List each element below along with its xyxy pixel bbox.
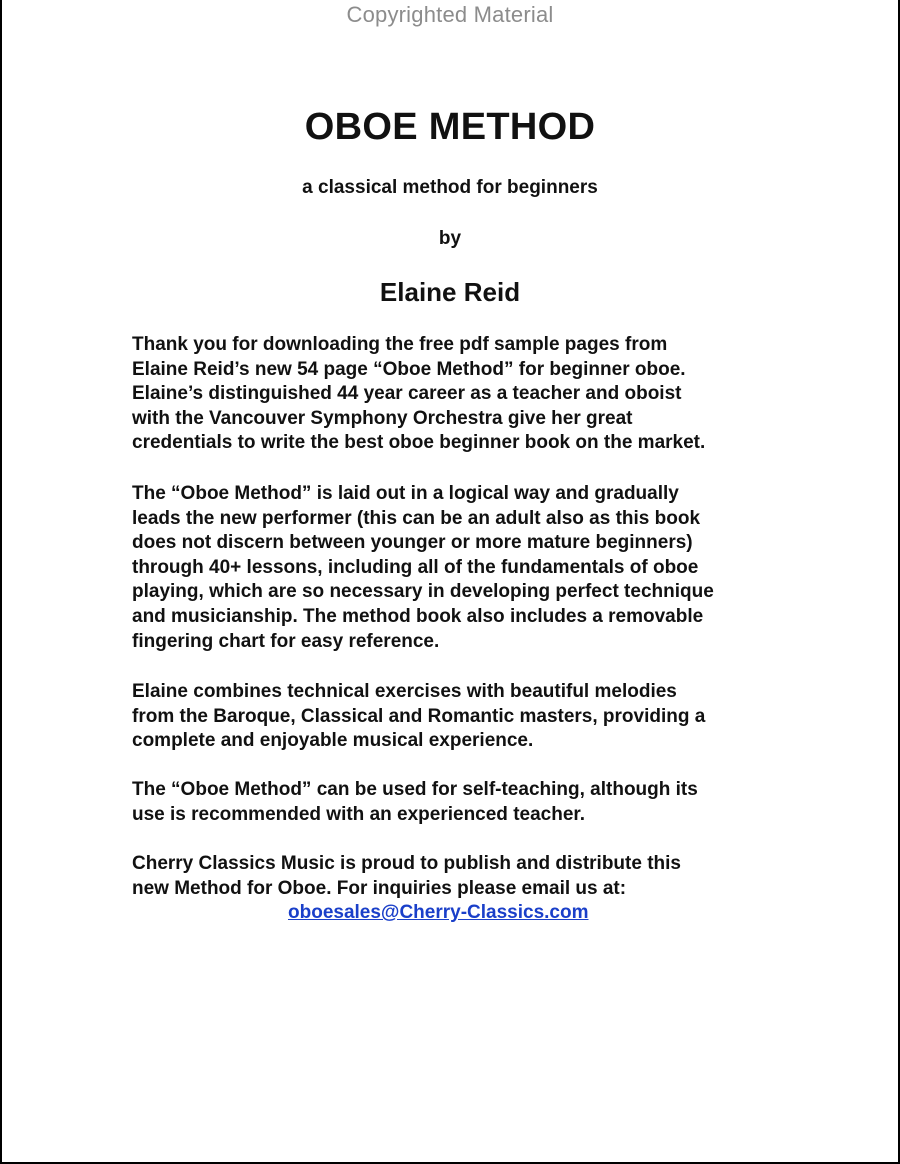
paragraph-publisher	[132, 852, 772, 926]
by-label: by	[438, 228, 462, 249]
text-line: playing, which are so necessary in developing perfect technique	[132, 581, 714, 603]
text-line: leads the new performer (this can be an adult also as this book	[132, 507, 701, 529]
text-line: from the Baroque, Classical and Romantic masters, providing a	[132, 705, 706, 727]
text-line: new Method for Oboe. For inquiries please email us at:	[132, 877, 627, 899]
text-line: and musicianship. The method book also includes a removable	[132, 605, 704, 627]
text-line: complete and enjoyable musical experience.	[132, 730, 534, 752]
copyright-watermark: Copyrighted Material	[346, 2, 554, 27]
text-line: does not discern between younger or more mature beginners)	[132, 532, 693, 554]
text-line: with the Vancouver Symphony Orchestra give her great	[132, 407, 633, 429]
text-line: Elaine Reid’s new 54 page “Oboe Method” for beginner oboe.	[132, 358, 686, 380]
text-line: The “Oboe Method” can be used for self-teaching, although its	[132, 779, 698, 800]
text-line: Cherry Classics Music is proud to publish and distribute this	[132, 853, 681, 874]
text-line: The “Oboe Method” is laid out in a logical way and gradually	[132, 483, 679, 504]
paragraph-intro	[132, 333, 772, 456]
email-link[interactable]: oboesales@Cherry-Classics.com	[288, 902, 589, 924]
paragraph-method-layout	[132, 482, 772, 654]
document-title: OBOE METHOD	[304, 106, 596, 148]
text-line: through 40+ lessons, including all of the fundamentals of oboe	[132, 556, 699, 578]
author-name: Elaine Reid	[379, 277, 521, 307]
text-line: Elaine combines technical exercises with beautiful melodies	[132, 681, 677, 702]
text-line: Elaine’s distinguished 44 year career as a teacher and oboist	[132, 383, 682, 405]
email-line	[132, 901, 772, 926]
text-line: credentials to write the best oboe beginner book on the market.	[132, 432, 706, 454]
paragraph-self-teaching	[132, 778, 772, 827]
text-line: fingering chart for easy reference.	[132, 630, 440, 652]
text-line: use is recommended with an experienced teacher.	[132, 803, 586, 825]
text-line: Thank you for downloading the free pdf sample pages from	[132, 334, 668, 355]
document-subtitle: a classical method for beginners	[302, 177, 598, 198]
paragraph-exercises	[132, 680, 772, 754]
